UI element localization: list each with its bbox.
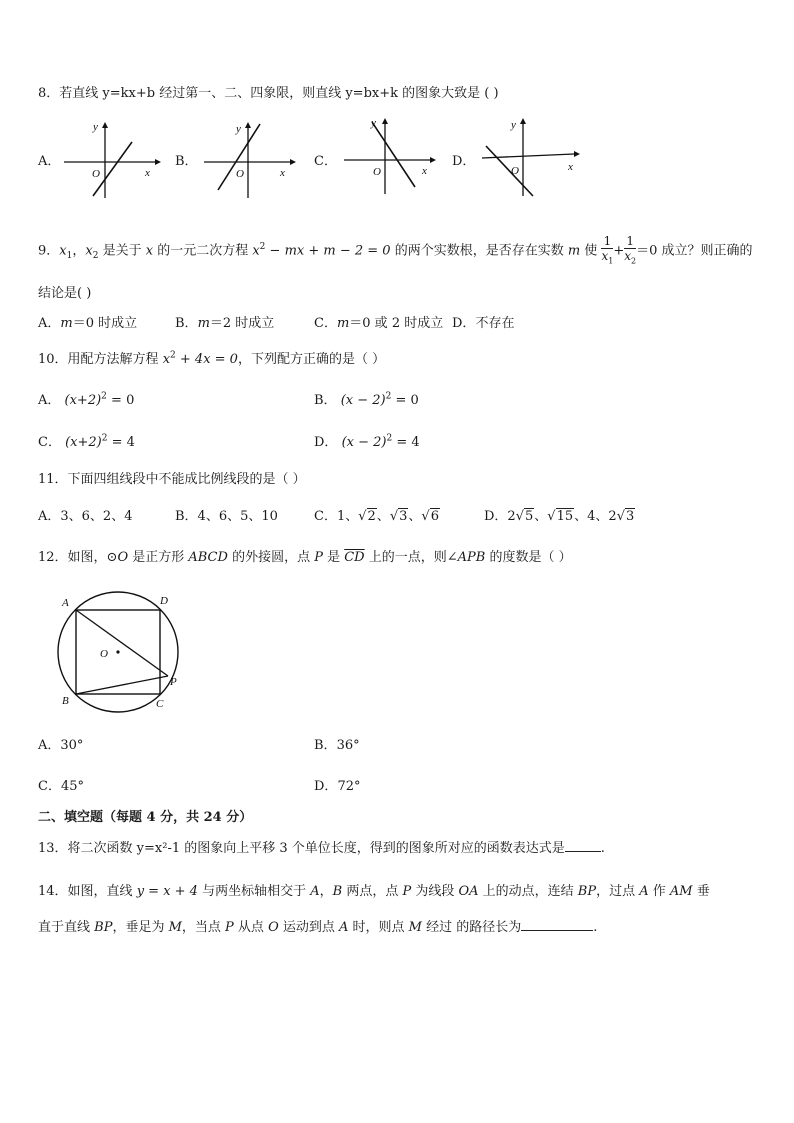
q9-eq-x: x xyxy=(252,243,260,259)
q8-option-d-graph xyxy=(478,112,588,202)
q11-option-d: D．2√5、√15、4、2√3 xyxy=(484,509,635,524)
q11-option-c: C．1、√2、√3、√6 xyxy=(314,509,439,524)
q9-x2-sub: 2 xyxy=(92,250,99,261)
q12-label-c: C xyxy=(156,698,164,710)
q12-option-c: C．45° xyxy=(38,779,84,794)
q8-d-origin-label: O xyxy=(511,165,519,177)
q8-c-y-label: y xyxy=(371,117,376,129)
q8-b-x-label: x xyxy=(280,167,285,179)
q8-b-y-label: y xyxy=(236,123,241,135)
q9-fraction-1: $\frac{1}{x_1}$ xyxy=(601,233,614,266)
q8-stem: 8．若直线 y=kx+b 经过第一、二、四象限，则直线 y=bx+k 的图象大致是 ( ) xyxy=(38,86,499,101)
q9-equation: − mx + m − 2 = 0 xyxy=(265,243,391,259)
q9-option-d: D．不存在 xyxy=(452,316,515,331)
q9-option-c: C．m＝0 或 2 时成立 xyxy=(314,316,444,331)
q14-line2: 直于直线 BP，垂足为 M，当点 P 从点 O 运动到点 A 时，则点 M 经过 的路径长为 . xyxy=(38,920,598,935)
q9-option-b: B．m＝2 时成立 xyxy=(175,316,275,331)
q10-option-a: A． $(x+2)^2 = 0$ xyxy=(38,391,135,408)
q14-line1: 14．如图，直线 y = x + 4 与两坐标轴相交于 A，B 两点，点 P 为线段 OA 上的动点，连结 BP，过点 A 作 AM 垂 xyxy=(38,884,710,899)
q8-option-a-label: A． xyxy=(38,154,61,169)
q9-tail: ＝0 成立？则正确的 xyxy=(636,243,753,259)
q8-b-origin-label: O xyxy=(236,168,244,180)
q13-answer-blank[interactable] xyxy=(565,851,601,852)
q12-label-b: B xyxy=(62,695,69,707)
q8-a-x-label: x xyxy=(145,167,150,179)
q9-text-2: 的一元二次方程 xyxy=(153,243,253,259)
q9-sep: ， xyxy=(72,243,86,259)
q9-plus: + xyxy=(613,243,625,259)
q10-option-d: D． $(x - 2)^2 = 4$ xyxy=(314,433,420,450)
q9-option-a: A．m＝0 时成立 xyxy=(38,316,138,331)
q9-eq-exp: 2 xyxy=(259,242,266,252)
segment-bp xyxy=(76,676,168,694)
q10-option-c: C． $(x+2)^2 = 4$ xyxy=(38,433,135,450)
q8-option-c-graph xyxy=(340,112,450,202)
q9-number: 9． xyxy=(38,243,60,259)
q8-option-d-label: D． xyxy=(452,154,476,169)
q8-option-b-graph xyxy=(200,118,310,203)
q12-option-d: D．72° xyxy=(314,779,361,794)
q11-option-a: A．3、6、2、4 xyxy=(38,509,133,524)
segment-ap xyxy=(76,610,168,676)
q8-option-c-label: C． xyxy=(314,154,337,169)
q12-label-p: P xyxy=(170,676,177,688)
q9-stem xyxy=(38,232,753,271)
q10-option-b: B． $(x - 2)^2 = 0$ xyxy=(314,391,419,408)
q12-option-b: B．36° xyxy=(314,738,360,753)
q12-circle-figure xyxy=(50,590,180,715)
q12-stem: 12．如图，⊙O 是正方形 ABCD 的外接圆，点 P 是 $\overline{CD}$ 上的一点，则∠APB 的度数是（ ） xyxy=(38,550,572,565)
section2-title: 二、填空题（每题 4 分，共 24 分） xyxy=(38,810,253,825)
q14-answer-blank[interactable] xyxy=(521,930,593,931)
q9-text-1: 是关于 xyxy=(98,243,146,259)
q12-label-o: O xyxy=(100,648,108,660)
q12-option-a: A．30° xyxy=(38,738,84,753)
q9-var-m: m xyxy=(567,243,581,259)
q9-x1-sub: 1 xyxy=(66,250,73,261)
q12-label-d: D xyxy=(160,595,168,607)
q9-text-3: 的两个实数根，是否存在实数 xyxy=(390,243,568,259)
q8-a-origin-label: O xyxy=(92,168,100,180)
q8-option-b-label: B． xyxy=(175,154,198,169)
q9-x1: x xyxy=(59,243,67,259)
q8-c-x-label: x xyxy=(422,165,427,177)
q8-d-x-label: x xyxy=(568,161,573,173)
q8-d-y-label: y xyxy=(511,119,516,131)
center-point xyxy=(116,650,119,653)
q8-option-a-graph xyxy=(60,118,170,203)
q9-fraction-2: $\frac{1}{x_2}$ xyxy=(624,233,637,266)
q8-a-y-label: y xyxy=(93,121,98,133)
q11-stem: 11．下面四组线段中不能成比例线段的是（ ） xyxy=(38,472,306,487)
q11-option-b: B．4、6、5、10 xyxy=(175,509,278,524)
q9-x2: x xyxy=(85,243,93,259)
q13-text: 13．将二次函数 y=x²-1 的图象向上平移 3 个单位长度，得到的图象所对应的函数表达式是 . xyxy=(38,841,605,856)
q9-text-4: 使 xyxy=(580,243,598,259)
q9-line2: 结论是( ) xyxy=(38,286,92,301)
q9-var-x: x xyxy=(145,243,154,259)
q12-label-a: A xyxy=(62,597,69,609)
q8-c-origin-label: O xyxy=(373,166,381,178)
q10-stem: 10．用配方法解方程 $x^2 + 4x = 0$，下列配方正确的是（ ） xyxy=(38,350,386,367)
